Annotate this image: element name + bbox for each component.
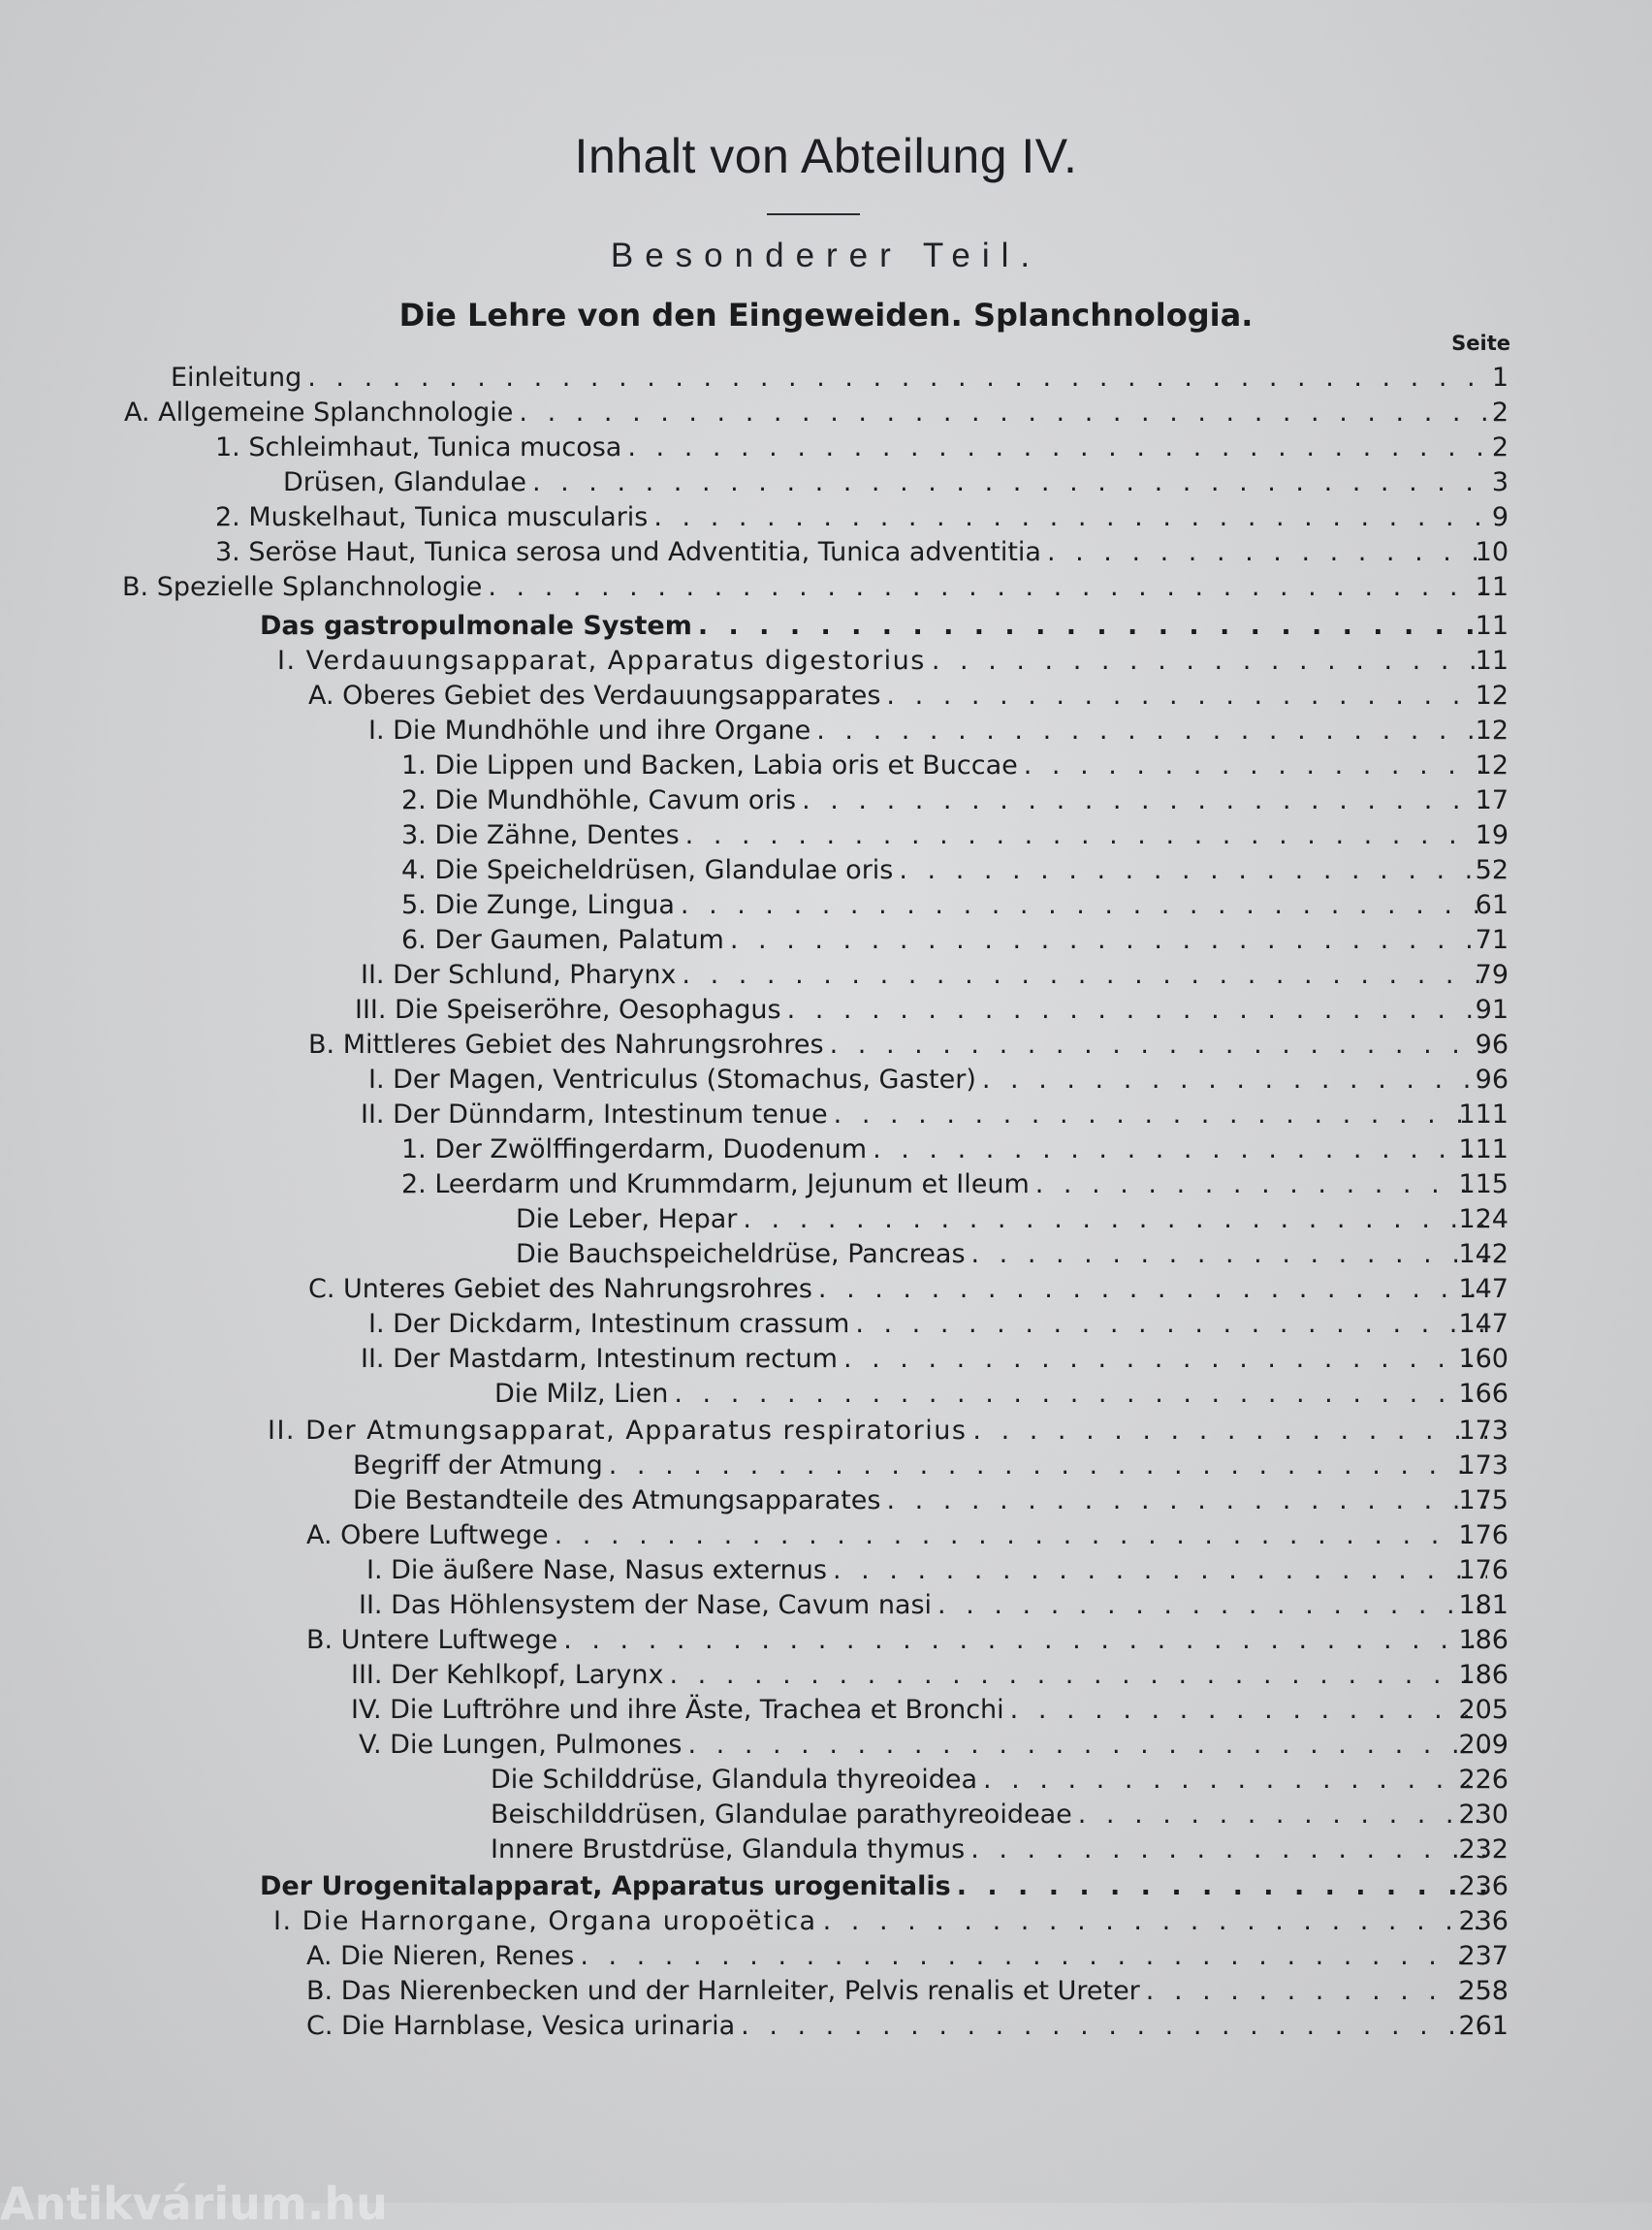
toc-page-number: 12	[1475, 716, 1509, 746]
toc-row	[0, 1904, 1652, 1939]
toc-page-number: 258	[1458, 1976, 1509, 2006]
toc-row	[0, 749, 1652, 783]
toc-page-number: 236	[1458, 1871, 1509, 1901]
toc-entry: 4. Die Speicheldrüsen, Glandulae oris . . .	[401, 853, 1487, 888]
toc-entry: 1. Die Lippen und Backen, Labia oris et Buccae . . .	[401, 749, 1487, 783]
toc-entry: Die Milz, Lien . . .	[494, 1377, 1487, 1412]
toc-entry: B. Untere Luftwege . . .	[306, 1623, 1487, 1658]
toc-entry: 2. Die Mundhöhle, Cavum oris . . .	[401, 783, 1487, 818]
toc-entry: 2. Muskelhaut, Tunica muscularis . . .	[215, 500, 1487, 535]
toc-row	[0, 1483, 1652, 1518]
toc-row	[0, 1518, 1652, 1553]
toc-page-number: 19	[1475, 820, 1509, 850]
toc-page-number: 205	[1458, 1695, 1509, 1725]
toc-page-number: 96	[1475, 1030, 1509, 1060]
toc-row	[0, 714, 1652, 749]
toc-entry: B. Spezielle Splanchnologie . . .	[122, 570, 1487, 605]
toc-page-number: 147	[1458, 1309, 1509, 1339]
page-column-label: Seite	[1451, 332, 1510, 355]
toc-page-number: 186	[1458, 1625, 1509, 1655]
toc-page-number: 230	[1458, 1800, 1509, 1830]
toc-page-number: 236	[1458, 1906, 1509, 1936]
toc-entry: 1. Der Zwölffingerdarm, Duodenum . . .	[401, 1132, 1487, 1167]
toc-row	[0, 1098, 1652, 1132]
toc-entry: Die Bauchspeicheldrüse, Pancreas . . .	[516, 1237, 1487, 1272]
toc-entry: I. Verdauungsapparat, Apparatus digestorius . . .	[277, 644, 1487, 679]
toc-entry: 1. Schleimhaut, Tunica mucosa . . .	[215, 430, 1487, 465]
toc-entry: B. Das Nierenbecken und der Harnleiter, Pelvis renalis et Ureter . . .	[306, 1974, 1487, 2009]
toc-page-number: 175	[1458, 1485, 1509, 1515]
toc-row	[0, 535, 1652, 570]
toc-entry: II. Das Höhlensystem der Nase, Cavum nasi . . .	[359, 1588, 1487, 1623]
toc-page-number: 237	[1458, 1941, 1509, 1971]
toc-entry: I. Die äußere Nase, Nasus externus . . .	[366, 1553, 1487, 1588]
toc-entry: 3. Die Zähne, Dentes . . .	[401, 818, 1487, 853]
toc-entry: Innere Brustdrüse, Glandula thymus . . .	[491, 1832, 1487, 1867]
toc-row	[0, 1623, 1652, 1658]
toc-page-number: 11	[1475, 646, 1509, 676]
toc-entry: 3. Seröse Haut, Tunica serosa und Adventitia, Tunica adventitia . . .	[215, 535, 1487, 570]
toc-page-number: 261	[1458, 2011, 1509, 2041]
subject-heading: Die Lehre von den Eingeweiden. Splanchnologia.	[398, 297, 1254, 334]
toc-entry: V. Die Lungen, Pulmones . . .	[359, 1728, 1487, 1763]
toc-page-number: 147	[1458, 1274, 1509, 1304]
toc-entry: I. Die Mundhöhle und ihre Organe . . .	[368, 714, 1487, 749]
toc-page-number: 176	[1458, 1555, 1509, 1585]
toc-entry: II. Der Mastdarm, Intestinum rectum . . .	[361, 1342, 1487, 1377]
toc-page-number: 173	[1458, 1416, 1509, 1446]
toc-row	[0, 1028, 1652, 1063]
toc-entry: 2. Leerdarm und Krummdarm, Jejunum et Ileum . . .	[401, 1167, 1487, 1202]
toc-entry: Drüsen, Glandulae . . .	[283, 465, 1487, 500]
toc-entry: 5. Die Zunge, Lingua . . .	[401, 888, 1487, 923]
toc-row	[0, 1832, 1652, 1867]
toc-page-number: 10	[1475, 537, 1509, 567]
toc-page-number: 111	[1458, 1134, 1509, 1164]
toc-entry: I. Die Harnorgane, Organa uropoëtica . . .	[273, 1904, 1487, 1939]
toc-entry: A. Allgemeine Splanchnologie . . .	[124, 396, 1487, 430]
toc-row	[0, 1237, 1652, 1272]
toc-row	[0, 853, 1652, 888]
toc-page-number: 226	[1458, 1765, 1509, 1795]
toc-page-number: 71	[1475, 925, 1509, 955]
toc-page-number: 232	[1458, 1834, 1509, 1864]
toc-row	[0, 1939, 1652, 1974]
toc-row	[0, 1869, 1652, 1904]
toc-page-number: 61	[1475, 890, 1509, 920]
toc-page-number: 186	[1458, 1660, 1509, 1690]
toc-page-number: 9	[1491, 502, 1509, 532]
toc-page-number: 96	[1475, 1065, 1509, 1095]
toc-entry: Einleitung . . .	[171, 361, 1487, 396]
toc-entry: B. Mittleres Gebiet des Nahrungsrohres . . .	[308, 1028, 1487, 1063]
toc-row	[0, 644, 1652, 679]
toc-page-number: 17	[1475, 785, 1509, 815]
toc-entry: IV. Die Luftröhre und ihre Äste, Trachea et Bronchi . . .	[351, 1693, 1487, 1728]
toc-row	[0, 1342, 1652, 1377]
toc-page-number: 1	[1491, 363, 1509, 393]
toc-row	[0, 679, 1652, 714]
toc-entry: Die Schilddrüse, Glandula thyreoidea . . .	[491, 1763, 1487, 1798]
toc-page-number: 2	[1491, 432, 1509, 462]
toc-entry: A. Die Nieren, Renes . . .	[306, 1939, 1487, 1974]
toc-row	[0, 923, 1652, 958]
toc-page-number: 11	[1475, 572, 1509, 602]
toc-row	[0, 500, 1652, 535]
toc-row	[0, 1728, 1652, 1763]
toc-page-number: 176	[1458, 1520, 1509, 1550]
toc-entry: Beischilddrüsen, Glandulae parathyreoideae . . .	[491, 1798, 1487, 1832]
toc-entry: A. Obere Luftwege . . .	[306, 1518, 1487, 1553]
toc-page-number: 181	[1458, 1590, 1509, 1620]
toc-entry: Die Leber, Hepar . . .	[516, 1202, 1487, 1237]
toc-row	[0, 958, 1652, 993]
toc-row	[0, 396, 1652, 430]
toc-row	[0, 888, 1652, 923]
toc-row	[0, 1449, 1652, 1483]
toc-row	[0, 1553, 1652, 1588]
toc-row	[0, 1132, 1652, 1167]
part-heading: Besonderer Teil.	[610, 237, 1042, 274]
toc-entry: III. Der Kehlkopf, Larynx . . .	[351, 1658, 1487, 1693]
toc-page-number: 173	[1458, 1450, 1509, 1481]
toc-row	[0, 783, 1652, 818]
toc-entry: Der Urogenitalapparat, Apparatus urogenitalis . . .	[260, 1869, 1487, 1904]
toc-page-number: 12	[1475, 750, 1509, 780]
toc-row	[0, 1414, 1652, 1449]
toc-row	[0, 609, 1652, 644]
toc-row	[0, 570, 1652, 605]
toc-entry: 6. Der Gaumen, Palatum . . .	[401, 923, 1487, 958]
toc-entry: C. Die Harnblase, Vesica urinaria . . .	[306, 2009, 1487, 2044]
toc-entry: II. Der Dünndarm, Intestinum tenue . . .	[361, 1098, 1487, 1132]
toc-row	[0, 1974, 1652, 2009]
toc-row	[0, 1307, 1652, 1342]
toc-page-number: 11	[1475, 611, 1509, 641]
toc-page-number: 111	[1458, 1099, 1509, 1130]
toc-entry: I. Der Magen, Ventriculus (Stomachus, Gaster) . . .	[368, 1063, 1487, 1098]
toc-row	[0, 1202, 1652, 1237]
toc-page-number: 209	[1458, 1730, 1509, 1760]
toc-page-number: 142	[1458, 1239, 1509, 1269]
toc-page-number: 124	[1458, 1204, 1509, 1234]
toc-page-number: 91	[1475, 995, 1509, 1025]
toc-page-number: 160	[1458, 1344, 1509, 1374]
toc-entry: III. Die Speiseröhre, Oesophagus . . .	[355, 993, 1487, 1028]
toc-row	[0, 1272, 1652, 1307]
toc-row	[0, 993, 1652, 1028]
toc-row	[0, 430, 1652, 465]
toc-entry: A. Oberes Gebiet des Verdauungsapparates . . .	[308, 679, 1487, 714]
toc-row	[0, 1588, 1652, 1623]
toc-entry: C. Unteres Gebiet des Nahrungsrohres . . .	[308, 1272, 1487, 1307]
toc-page-number: 12	[1475, 681, 1509, 711]
toc-page-number: 2	[1491, 398, 1509, 428]
toc-entry: Die Bestandteile des Atmungsapparates . . .	[353, 1483, 1487, 1518]
toc-entry: Das gastropulmonale System . . .	[260, 609, 1487, 644]
toc-row	[0, 1167, 1652, 1202]
toc-row	[0, 1377, 1652, 1412]
toc-entry: I. Der Dickdarm, Intestinum crassum . . .	[368, 1307, 1487, 1342]
toc-row	[0, 1693, 1652, 1728]
toc-entry: II. Der Atmungsapparat, Apparatus respiratorius . . .	[268, 1414, 1487, 1449]
toc-row	[0, 1063, 1652, 1098]
toc-row	[0, 465, 1652, 500]
page-title: Inhalt von Abteilung IV.	[574, 129, 1078, 183]
toc-row	[0, 1798, 1652, 1832]
toc-page-number: 115	[1458, 1169, 1509, 1199]
toc-row	[0, 818, 1652, 853]
toc-entry: II. Der Schlund, Pharynx . . .	[361, 958, 1487, 993]
toc-page-number: 52	[1475, 855, 1509, 885]
toc-row	[0, 1763, 1652, 1798]
toc-row	[0, 1658, 1652, 1693]
toc-page-number: 79	[1475, 960, 1509, 990]
toc-row	[0, 361, 1652, 396]
watermark-text: Antikvárium.hu	[0, 2178, 388, 2230]
toc-page-number: 3	[1491, 467, 1509, 497]
toc-page-number: 166	[1458, 1379, 1509, 1409]
toc-entry: Begriff der Atmung . . .	[353, 1449, 1487, 1483]
toc-row	[0, 2009, 1652, 2044]
